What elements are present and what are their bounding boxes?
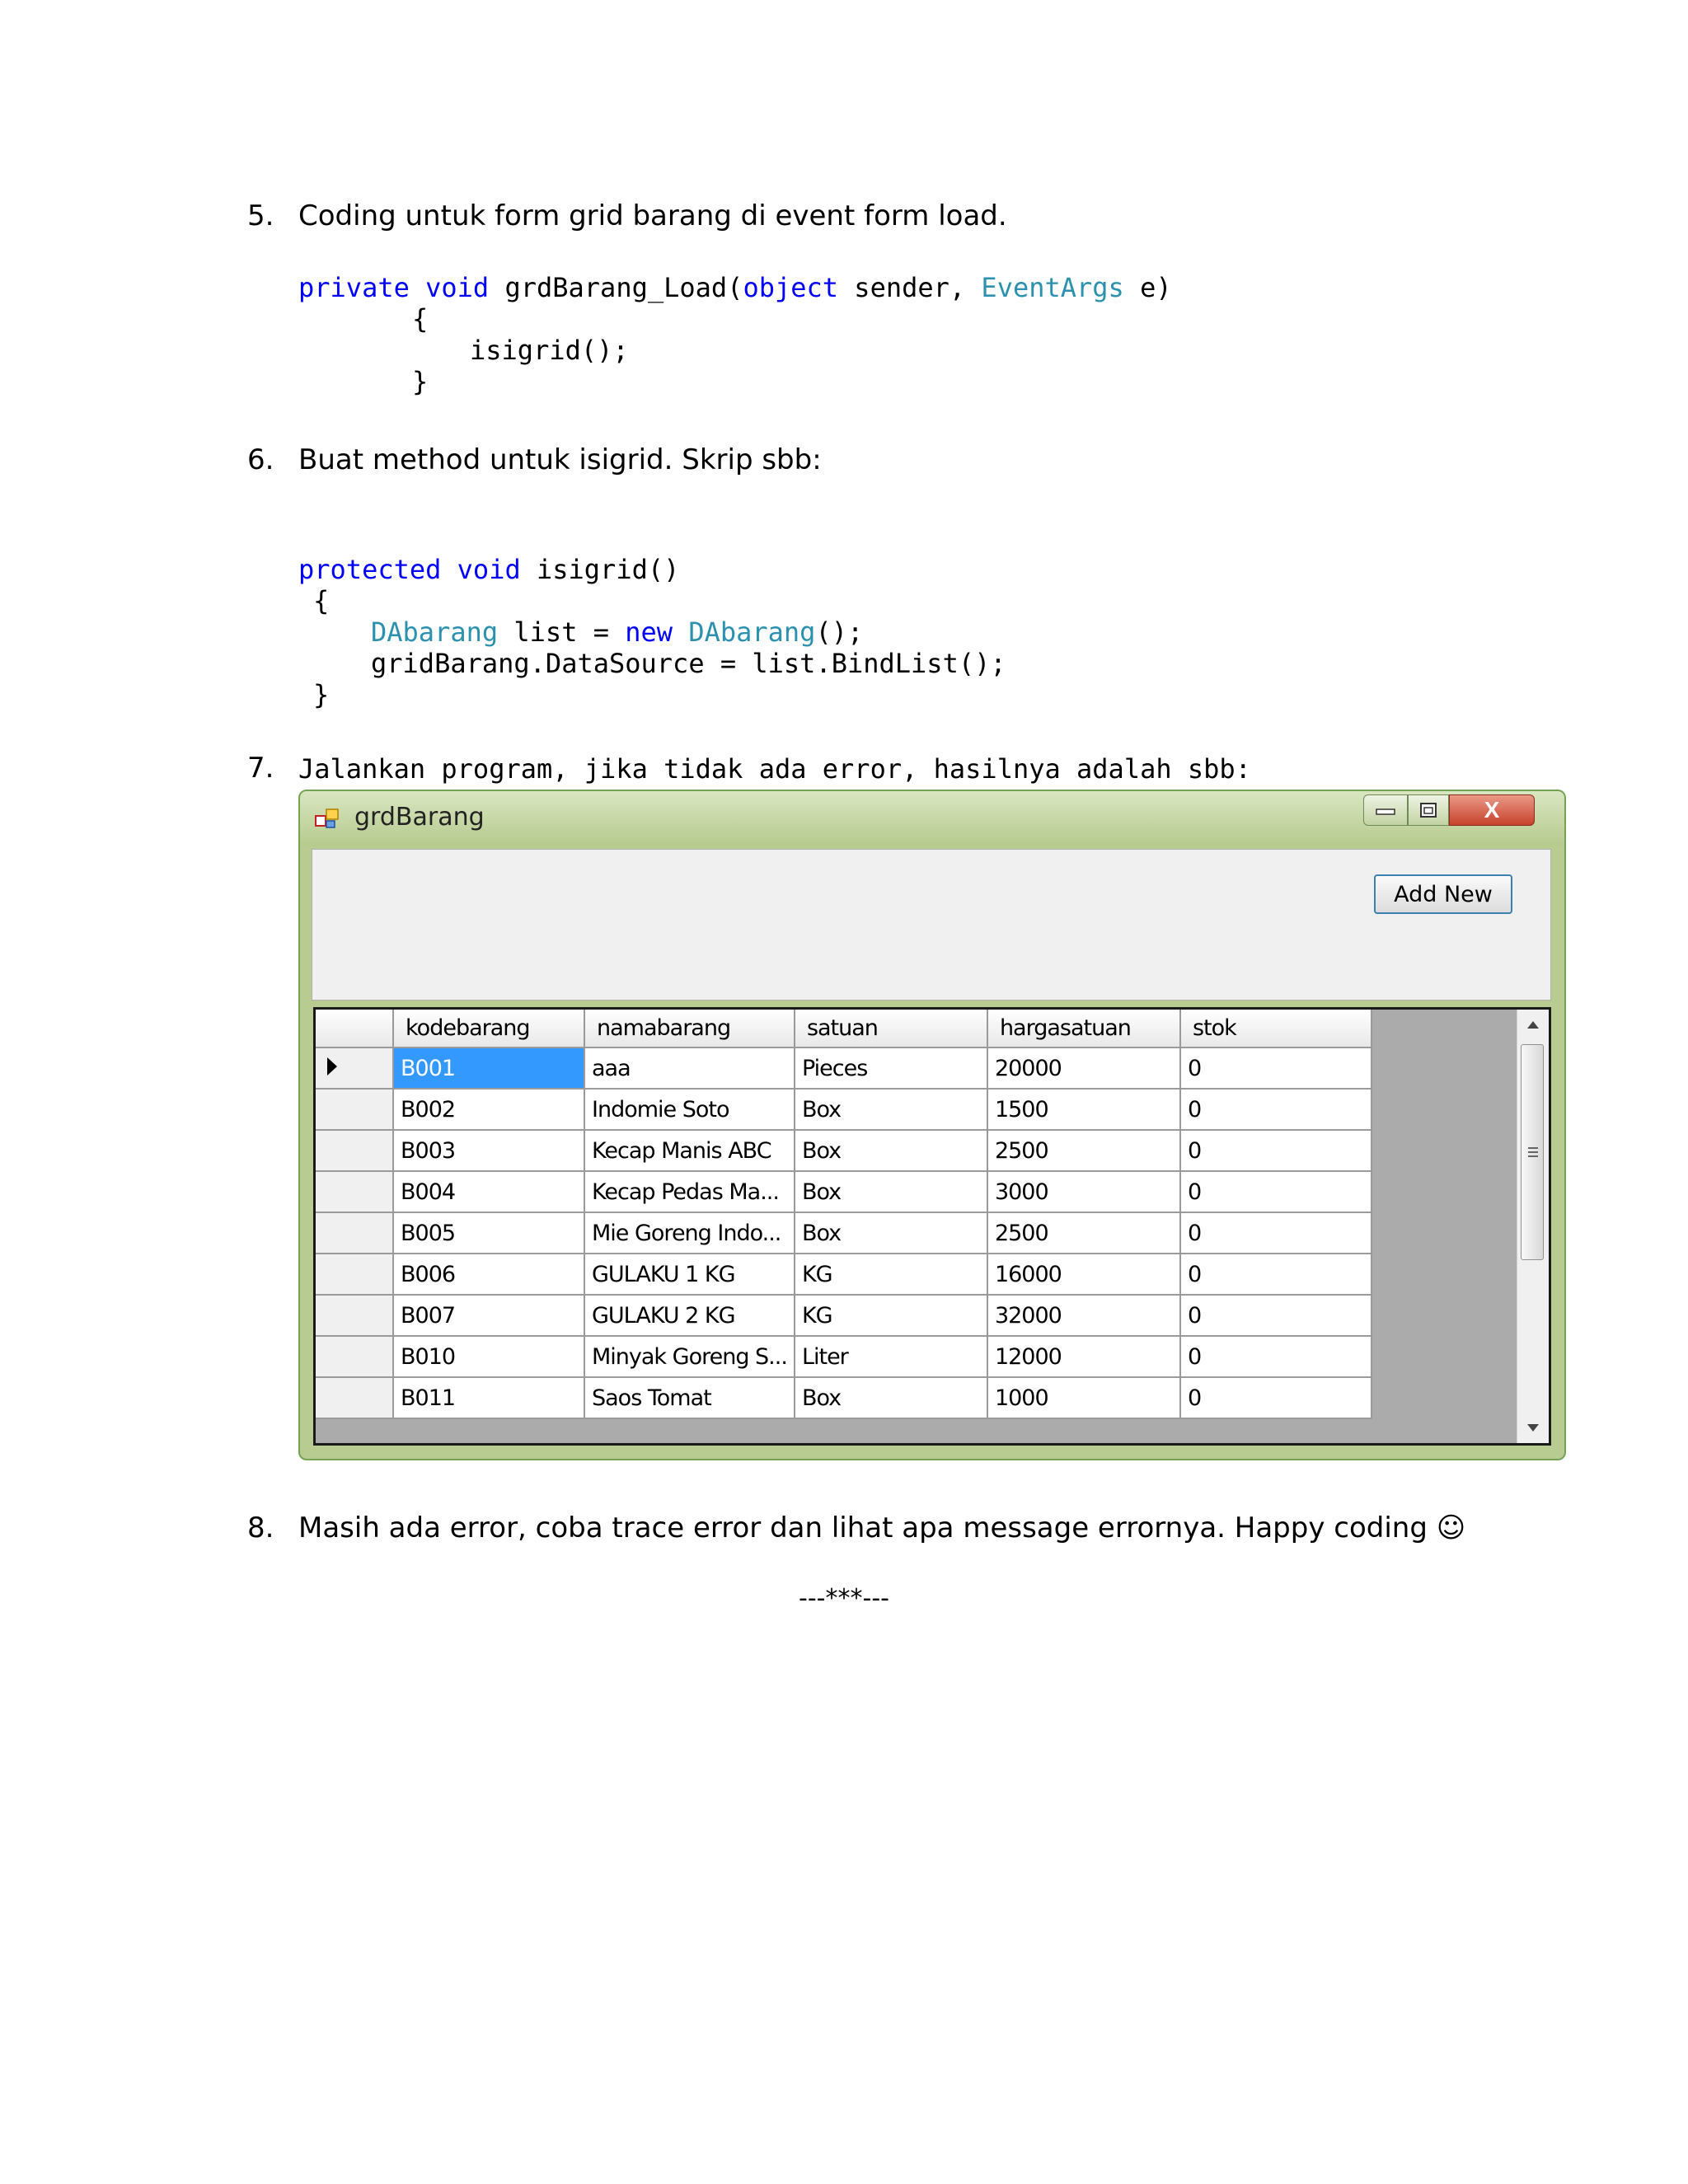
table-row[interactable] (316, 1212, 1372, 1254)
grid-cell-hargasatuan[interactable]: 20000 (987, 1047, 1180, 1089)
grid-cell-hargasatuan[interactable]: 16000 (987, 1254, 1180, 1295)
grid-cell-hargasatuan[interactable]: 2500 (987, 1212, 1180, 1254)
row-header[interactable] (316, 1047, 393, 1089)
grid-cell-satuan[interactable]: Box (795, 1171, 987, 1212)
grid-cell-namabarang[interactable]: Minyak Goreng S... (584, 1336, 795, 1377)
grid-cell-stok[interactable]: 0 (1180, 1130, 1372, 1171)
title-bar[interactable] (300, 791, 1564, 846)
minimize-icon (1375, 804, 1396, 816)
table-row[interactable] (316, 1171, 1372, 1212)
code-line-open-brace: { (313, 585, 330, 616)
row-header[interactable] (316, 1212, 393, 1254)
step-7-text: Jalankan program, jika tidak ada error, hasilnya adalah sbb: (298, 753, 1251, 785)
code-line-new-list: DAbarang list = new DAbarang(); (371, 616, 864, 648)
code-line-close-brace: } (412, 366, 429, 397)
maximize-button[interactable] (1408, 794, 1449, 826)
grid-cell-satuan[interactable]: Box (795, 1089, 987, 1130)
row-header[interactable] (316, 1254, 393, 1295)
grid-cell-namabarang[interactable]: Kecap Manis ABC (584, 1130, 795, 1171)
grid-cell-kodebarang[interactable]: B007 (393, 1295, 584, 1336)
step-6-text: Buat method untuk isigrid. Skrip sbb: (298, 443, 822, 476)
grid-cell-satuan[interactable]: KG (795, 1295, 987, 1336)
table-row[interactable] (316, 1254, 1372, 1295)
vertical-scrollbar[interactable] (1517, 1010, 1549, 1443)
code-line-datasource: gridBarang.DataSource = list.BindList(); (371, 648, 1006, 679)
grid-cell-satuan[interactable]: Box (795, 1212, 987, 1254)
form-panel (312, 849, 1551, 1001)
grid-cell-stok[interactable]: 0 (1180, 1089, 1372, 1130)
grip-icon (1528, 1147, 1538, 1160)
grid-cell-namabarang[interactable]: Kecap Pedas Ma... (584, 1171, 795, 1212)
grid-cell-kodebarang[interactable]: B003 (393, 1130, 584, 1171)
grid-cell-satuan[interactable]: KG (795, 1254, 987, 1295)
grid-table (316, 1010, 1372, 1419)
grid-cell-kodebarang[interactable]: B004 (393, 1171, 584, 1212)
grdbarang-window (298, 790, 1566, 1460)
column-header-namabarang[interactable]: namabarang (584, 1010, 795, 1047)
grid-cell-satuan[interactable]: Pieces (795, 1047, 987, 1089)
step-8-text: Masih ada error, coba trace error dan lihat apa message errornya. Happy coding ☺ (298, 1511, 1466, 1544)
grid-cell-namabarang[interactable]: Saos Tomat (584, 1377, 795, 1418)
scroll-down-arrow-icon[interactable] (1527, 1424, 1539, 1432)
step-7-number: 7. (247, 752, 274, 785)
row-header[interactable] (316, 1089, 393, 1130)
code-line-method-signature: private void grdBarang_Load(object sender, EventArgs e) (298, 272, 1172, 303)
column-header-hargasatuan[interactable]: hargasatuan (987, 1010, 1180, 1047)
close-icon: X (1484, 797, 1500, 823)
close-button[interactable] (1449, 794, 1535, 826)
grid-cell-hargasatuan[interactable]: 3000 (987, 1171, 1180, 1212)
data-grid[interactable] (313, 1007, 1551, 1446)
grid-cell-namabarang[interactable]: GULAKU 2 KG (584, 1295, 795, 1336)
grid-cell-kodebarang[interactable]: B002 (393, 1089, 584, 1130)
grid-cell-hargasatuan[interactable]: 1000 (987, 1377, 1180, 1418)
grid-cell-stok[interactable]: 0 (1180, 1377, 1372, 1418)
table-row[interactable] (316, 1377, 1372, 1418)
column-header-satuan[interactable]: satuan (795, 1010, 987, 1047)
grid-cell-satuan[interactable]: Box (795, 1377, 987, 1418)
grid-cell-namabarang[interactable]: Indomie Soto (584, 1089, 795, 1130)
grid-cell-kodebarang[interactable]: B001 (393, 1047, 584, 1089)
grid-cell-stok[interactable]: 0 (1180, 1171, 1372, 1212)
step-5-text: Coding untuk form grid barang di event form load. (298, 199, 1007, 232)
row-header-corner (316, 1010, 393, 1047)
step-5-number: 5. (247, 199, 274, 232)
row-header[interactable] (316, 1130, 393, 1171)
scroll-up-arrow-icon[interactable] (1527, 1021, 1539, 1029)
grid-cell-satuan[interactable]: Box (795, 1130, 987, 1171)
table-row[interactable] (316, 1336, 1372, 1377)
grid-cell-stok[interactable]: 0 (1180, 1295, 1372, 1336)
current-row-arrow-icon (327, 1057, 337, 1076)
grid-cell-namabarang[interactable]: aaa (584, 1047, 795, 1089)
grid-cell-kodebarang[interactable]: B005 (393, 1212, 584, 1254)
step-6-number: 6. (247, 443, 274, 476)
step-8-number: 8. (247, 1511, 274, 1544)
code-line-isigrid-signature: protected void isigrid() (298, 554, 680, 585)
row-header[interactable] (316, 1295, 393, 1336)
table-row[interactable] (316, 1130, 1372, 1171)
add-new-button[interactable]: Add New (1374, 874, 1512, 914)
code-line-call: isigrid(); (470, 335, 629, 366)
column-header-stok[interactable]: stok (1180, 1010, 1372, 1047)
scrollbar-thumb[interactable] (1521, 1044, 1544, 1260)
grid-cell-hargasatuan[interactable]: 12000 (987, 1336, 1180, 1377)
grid-cell-kodebarang[interactable]: B010 (393, 1336, 584, 1377)
grid-cell-namabarang[interactable]: GULAKU 1 KG (584, 1254, 795, 1295)
grid-cell-kodebarang[interactable]: B006 (393, 1254, 584, 1295)
row-header[interactable] (316, 1377, 393, 1418)
table-row[interactable] (316, 1295, 1372, 1336)
code-line-close-brace: } (313, 679, 330, 710)
closing-separator: ---***--- (799, 1584, 889, 1613)
column-header-kodebarang[interactable]: kodebarang (393, 1010, 584, 1047)
grid-cell-namabarang[interactable]: Mie Goreng Indo... (584, 1212, 795, 1254)
maximize-icon (1419, 802, 1437, 818)
grid-cell-hargasatuan[interactable]: 32000 (987, 1295, 1180, 1336)
grid-cell-satuan[interactable]: Liter (795, 1336, 987, 1377)
code-line-open-brace: { (412, 303, 429, 335)
grid-cell-hargasatuan[interactable]: 2500 (987, 1130, 1180, 1171)
grid-cell-kodebarang[interactable]: B011 (393, 1377, 584, 1418)
grid-cell-stok[interactable]: 0 (1180, 1047, 1372, 1089)
grid-cell-stok[interactable]: 0 (1180, 1212, 1372, 1254)
row-header[interactable] (316, 1171, 393, 1212)
grid-header-row (316, 1010, 1372, 1047)
table-row[interactable] (316, 1089, 1372, 1130)
grid-cell-hargasatuan[interactable]: 1500 (987, 1089, 1180, 1130)
app-icon (315, 808, 340, 829)
minimize-button[interactable] (1363, 794, 1408, 826)
table-row[interactable] (316, 1047, 1372, 1089)
grid-cell-stok[interactable]: 0 (1180, 1254, 1372, 1295)
grid-cell-stok[interactable]: 0 (1180, 1336, 1372, 1377)
row-header[interactable] (316, 1336, 393, 1377)
window-title: grdBarang (354, 803, 485, 832)
